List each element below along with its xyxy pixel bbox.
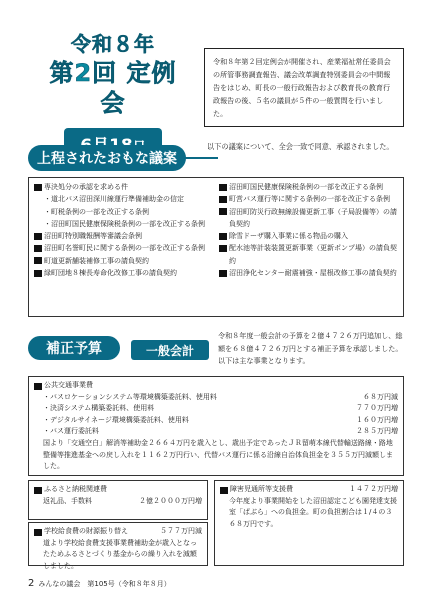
footer-text: みんなの議会 第105号（令和８年８月） [38,580,171,588]
public-transport-line [34,415,398,427]
bullet-square [219,196,227,203]
intro-text: 令和８年第２回定例会が開催され、産業福祉常任委員会の所管事務調査報告、議会改革調査特別委員会の中間報告をはじめ、町長の一般行政報告および教育長の教育行政報告の後、５名の議員が５件の一般質問を行いました。 [204,48,404,127]
bullet-square [34,245,42,252]
bills-heading: 上程されたおもな議案 [28,145,186,171]
disability-support-note: 今年度より事業開始をした沼田認定こども園発達支援室「ぱぶら」への負担金。町の負担割合は１/４の３６８万円です。 [229,496,397,528]
bullet-square [219,184,227,191]
public-transport-line [34,392,398,404]
line-label: ・バスロケーションシステム等環境構築委託料、使用料 [43,392,217,401]
bills-lead: 以下の議案について、全会一致で同意、承認されました。 [207,142,394,151]
public-transport-box [28,376,404,476]
disability-support-amount: １４７２万円増 [349,485,398,493]
bullet-square [34,529,42,536]
bill-item [34,242,213,254]
bill-item-text: 沼田町特別職報酬等審議会条例 [44,232,142,241]
bullet-square [34,487,42,494]
line-amount: ２８５万円増 [356,427,398,436]
school-lunch-title-row [34,526,202,538]
line-label: ・デジタルサイネージ環境構築委託料、使用料 [43,415,189,424]
bill-item [34,206,213,218]
bill-item-text: 沼田浄化センター耐震補強・屋根改修工事の請負契約 [229,269,397,278]
school-lunch-title-wrap [34,526,128,538]
budget-text: 令和８年度一般会計の予算を２億４７２６万円追加し、総額を６８億４７２６万円とする補正予算を承認しました。以下は主な事業となります。 [218,331,403,365]
bill-item-text: 除雪ドーザ購入事業に係る物品の購入 [229,232,348,241]
budget-heading: 補正予算 [28,336,120,360]
bullet-square [219,270,227,277]
furusato-title: ふるさと納税関連費 [44,485,107,493]
furusato-title-row [34,484,202,496]
line-amount: ７７０万円増 [356,404,398,413]
disability-support-title-wrap [220,484,293,496]
disability-support-title: 障害児通所等支援費 [230,485,293,493]
bullet-square [220,487,228,494]
line-label: ・バス運行委託料 [43,427,99,436]
bill-item-text: 緑町団地８棟長寿命化改修工事の請負契約 [44,269,177,278]
bill-item-text: 沼田町防災行政無線設備更新工事（子局設備等）の請負契約 [229,207,397,228]
bullet-square [34,270,42,277]
school-lunch-title: 学校給食費の財源振り替え [44,527,128,535]
bill-item [219,193,398,205]
bill-item [34,218,213,230]
bullet-square [219,233,227,240]
public-transport-title-row [34,380,398,392]
public-transport-line [34,426,398,438]
bill-item-text: ・沼田町国民健康保険税条例の一部を改正する条例 [44,219,205,228]
bill-item-text: 沼田町国民健康保険税条例の一部を改正する条例 [229,183,383,191]
bullet-square [34,233,42,240]
school-lunch-amount: ５７７万円減 [160,527,202,535]
line-amount: １６０万円増 [356,415,398,424]
public-transport-title: 公共交通事業費 [44,381,93,389]
bill-item-text: ・町税条例の一部を改正する条例 [44,207,149,216]
furusato-amount: ２億２０００万円増 [139,496,202,505]
furusato-box [28,480,208,520]
page-number: 2 [28,578,35,589]
bill-item-text: ・道北バス沼田深川線運行準備補助金の信定 [44,195,184,204]
bill-item [219,230,398,242]
school-lunch-note: 道より学校給食費支援事業費補助金が歳入となったためふるさとづくり基金からの繰り入れを減額しました。 [43,538,197,570]
bill-item [219,242,398,267]
title-block [48,32,178,160]
bullet-square [34,383,42,390]
bills-list-right [213,181,398,313]
bill-item-text: 配水池等計装装置更新事業（更新ポンプ場）の請負契約 [229,244,397,265]
public-transport-line [34,403,398,415]
bills-list [28,177,404,317]
bullet-square [219,208,227,215]
bill-item [34,267,213,279]
disability-support-title-row [220,484,398,496]
bill-item [219,181,398,193]
public-transport-note: 国より「交通空白」解消等補助金２６６４万円を歳入とし、歳出予定であったＪＲ留萌本線代替輸送路線・路地整備等推進基金への戻し入れを１１６２万円行い、代替バス運行に係る沿線自治体負担金を３５５万円減額しました。 [43,438,393,471]
bill-item [34,193,213,205]
page-footer [28,578,171,589]
session-title: 第2回 定例会 [49,59,177,117]
bill-item [34,181,213,193]
public-transport-lines [34,392,398,438]
furusato-label: 返礼品、手数料 [43,496,92,505]
general-account-label: 一般会計 [131,340,209,360]
furusato-row [34,496,202,508]
school-lunch-box [28,522,208,570]
session-year: 令和８年 [71,32,155,56]
bullet-square [34,257,42,264]
bill-item [34,230,213,242]
bill-item [219,206,398,231]
bills-list-left [34,181,213,313]
bill-item [34,255,213,267]
bill-item [219,267,398,279]
disability-support-box [214,480,404,566]
bullet-square [34,184,42,191]
bullet-square [219,245,227,252]
bill-item-text: 沼田町名誉町民に関する条例の一部を改正する条例 [44,244,205,253]
bill-item-text: 専決処分の承認を求める件 [44,183,128,191]
line-label: ・決済システム構築委託料、使用料 [43,404,155,413]
bill-item-text: 町道更新舗装補修工事の請負契約 [44,256,149,265]
line-amount: ６８万円減 [363,392,398,401]
bill-item-text: 町営バス運行等に関する条例の一部を改正する条例 [229,195,390,204]
